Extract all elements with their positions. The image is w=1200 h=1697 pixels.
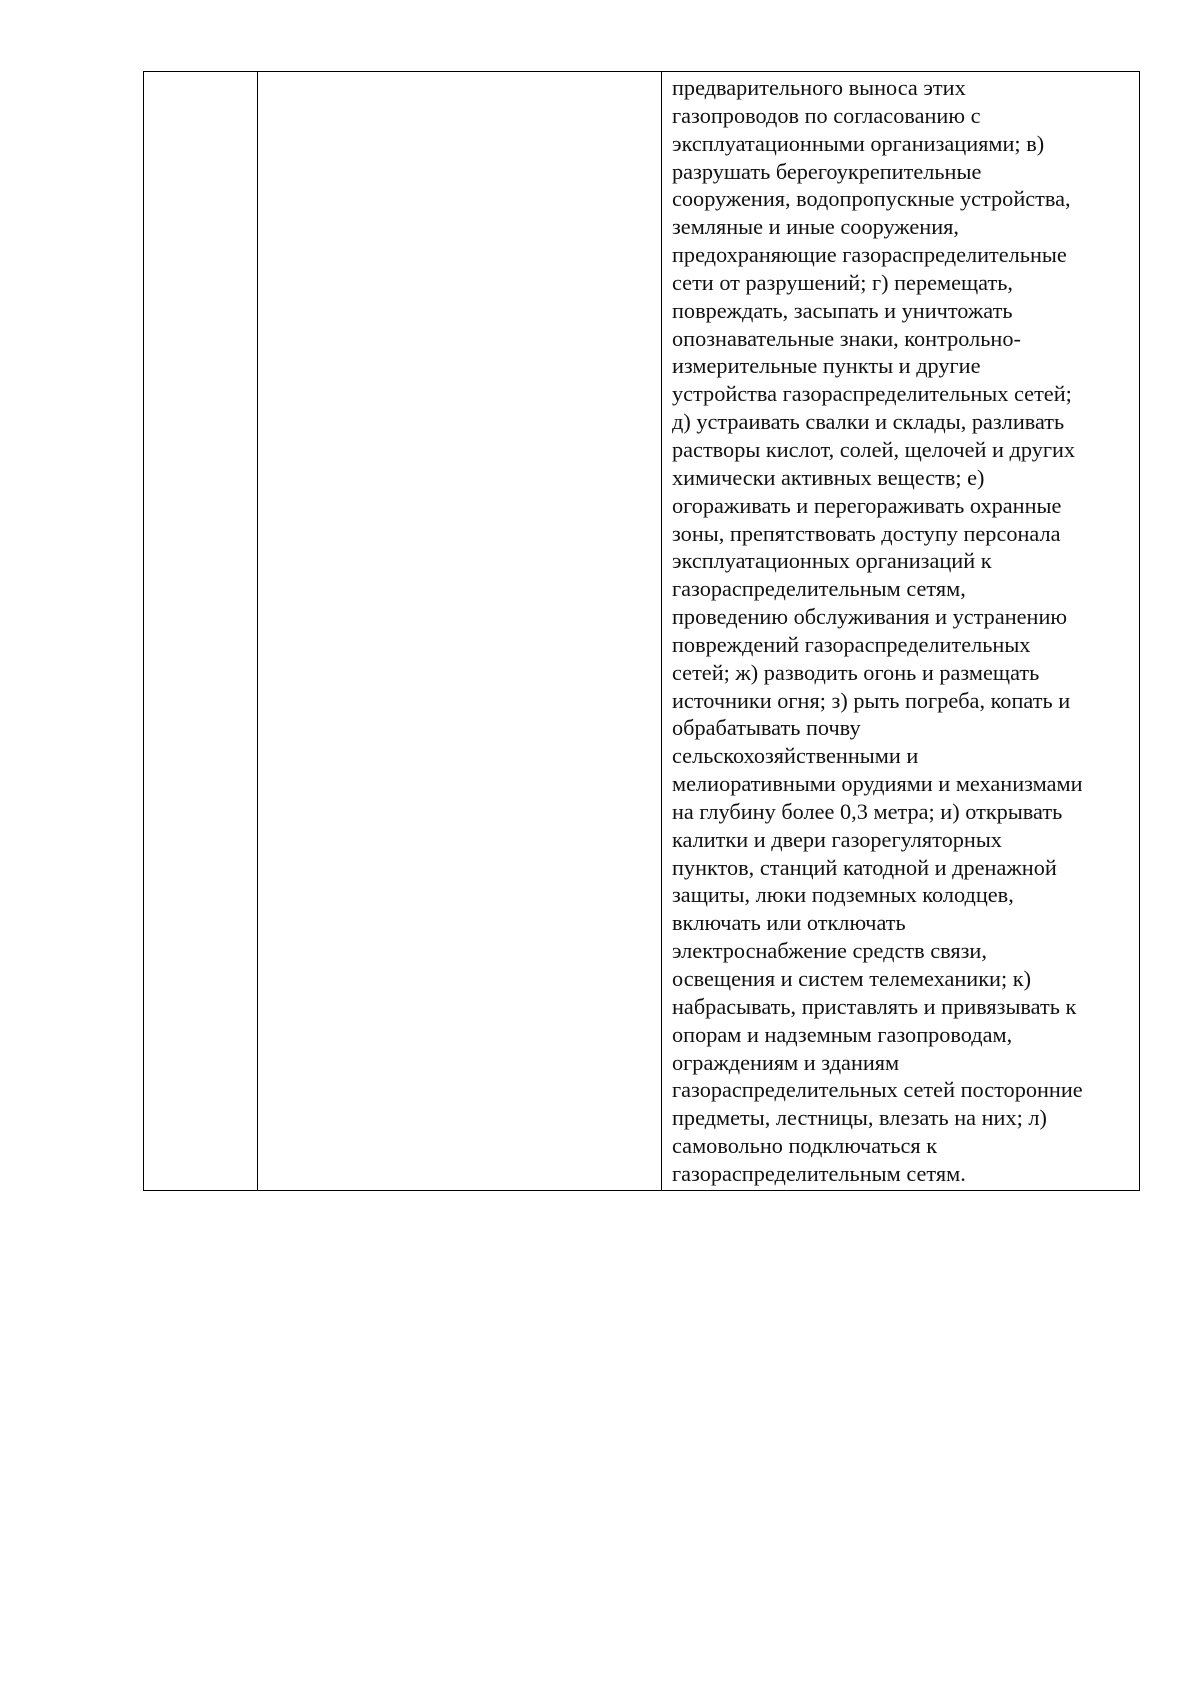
text-line: сельскохозяйственными и [672, 743, 919, 769]
text-line: зоны, препятствовать доступу персонала [672, 520, 1061, 546]
text-line: предварительного выноса этих [672, 75, 966, 100]
text-line: газопроводов по согласованию с [672, 102, 981, 128]
text-line: на глубину более 0,3 метра; и) открывать [672, 798, 1063, 824]
text-line: повреждать, засыпать и уничтожать [672, 297, 1013, 323]
text-line: растворы кислот, солей, щелочей и других [672, 436, 1076, 462]
text-line: газораспределительных сетей посторонние [672, 1077, 1083, 1103]
text-line: повреждений газораспределительных [672, 631, 1031, 657]
text-line: разрушать берегоукрепительные [672, 158, 982, 184]
text-line: газораспределительным сетям. [672, 1160, 966, 1186]
cell-text [144, 72, 257, 76]
text-line: земляные и иные сооружения, [672, 214, 960, 240]
text-line: включать или отключать [672, 910, 906, 936]
text-line: сетей; ж) разводить огонь и размещать [672, 659, 1040, 685]
text-line: обрабатывать почву [672, 715, 861, 741]
text-line: опорам и надземным газопроводам, [672, 1021, 1013, 1047]
text-line: эксплуатационных организаций к [672, 548, 992, 574]
text-line: пунктов, станций катодной и дренажной [672, 854, 1057, 880]
text-line: устройства газораспределительных сетей; [672, 381, 1072, 407]
text-line: предохраняющие газораспределительные [672, 242, 1067, 268]
text-line: проведению обслуживания и устранению [672, 604, 1068, 630]
text-line: опознавательные знаки, контрольно- [672, 325, 1021, 351]
text-line: набрасывать, приставлять и привязывать к [672, 993, 1077, 1019]
text-line: химически активных веществ; е) [672, 464, 985, 490]
text-line: защиты, люки подземных колодцев, [672, 882, 1014, 908]
text-line: сети от разрушений; г) перемещать, [672, 269, 1013, 295]
restrictions-text [662, 72, 1139, 1190]
text-line: предметы, лестницы, влезать на них; л) [672, 1105, 1047, 1131]
text-line: сооружения, водопропускные устройства, [672, 186, 1071, 212]
table-cell-title [258, 72, 662, 1191]
text-line: самовольно подключаться к [672, 1133, 938, 1159]
text-line: газораспределительным сетям, [672, 576, 966, 602]
regulation-table [143, 71, 1140, 1191]
text-line: ограждениям и зданиям [672, 1049, 900, 1075]
text-line: источники огня; з) рыть погреба, копать и [672, 687, 1071, 713]
text-line: огораживать и перегораживать охранные [672, 492, 1062, 518]
text-line: калитки и двери газорегуляторных [672, 826, 1002, 852]
table-row [144, 72, 1140, 1191]
cell-text [258, 72, 661, 76]
text-line: эксплуатационными организациями; в) [672, 130, 1045, 156]
text-line: освещения и систем телемеханики; к) [672, 966, 1031, 991]
table-cell-number [144, 72, 258, 1191]
text-line: электроснабжение средств связи, [672, 938, 987, 964]
text-line: измерительные пункты и другие [672, 353, 981, 379]
text-line: мелиоративными орудиями и механизмами [672, 771, 1083, 797]
text-line: д) устраивать свалки и склады, разливать [672, 409, 1065, 435]
table-cell-restrictions [662, 72, 1140, 1191]
